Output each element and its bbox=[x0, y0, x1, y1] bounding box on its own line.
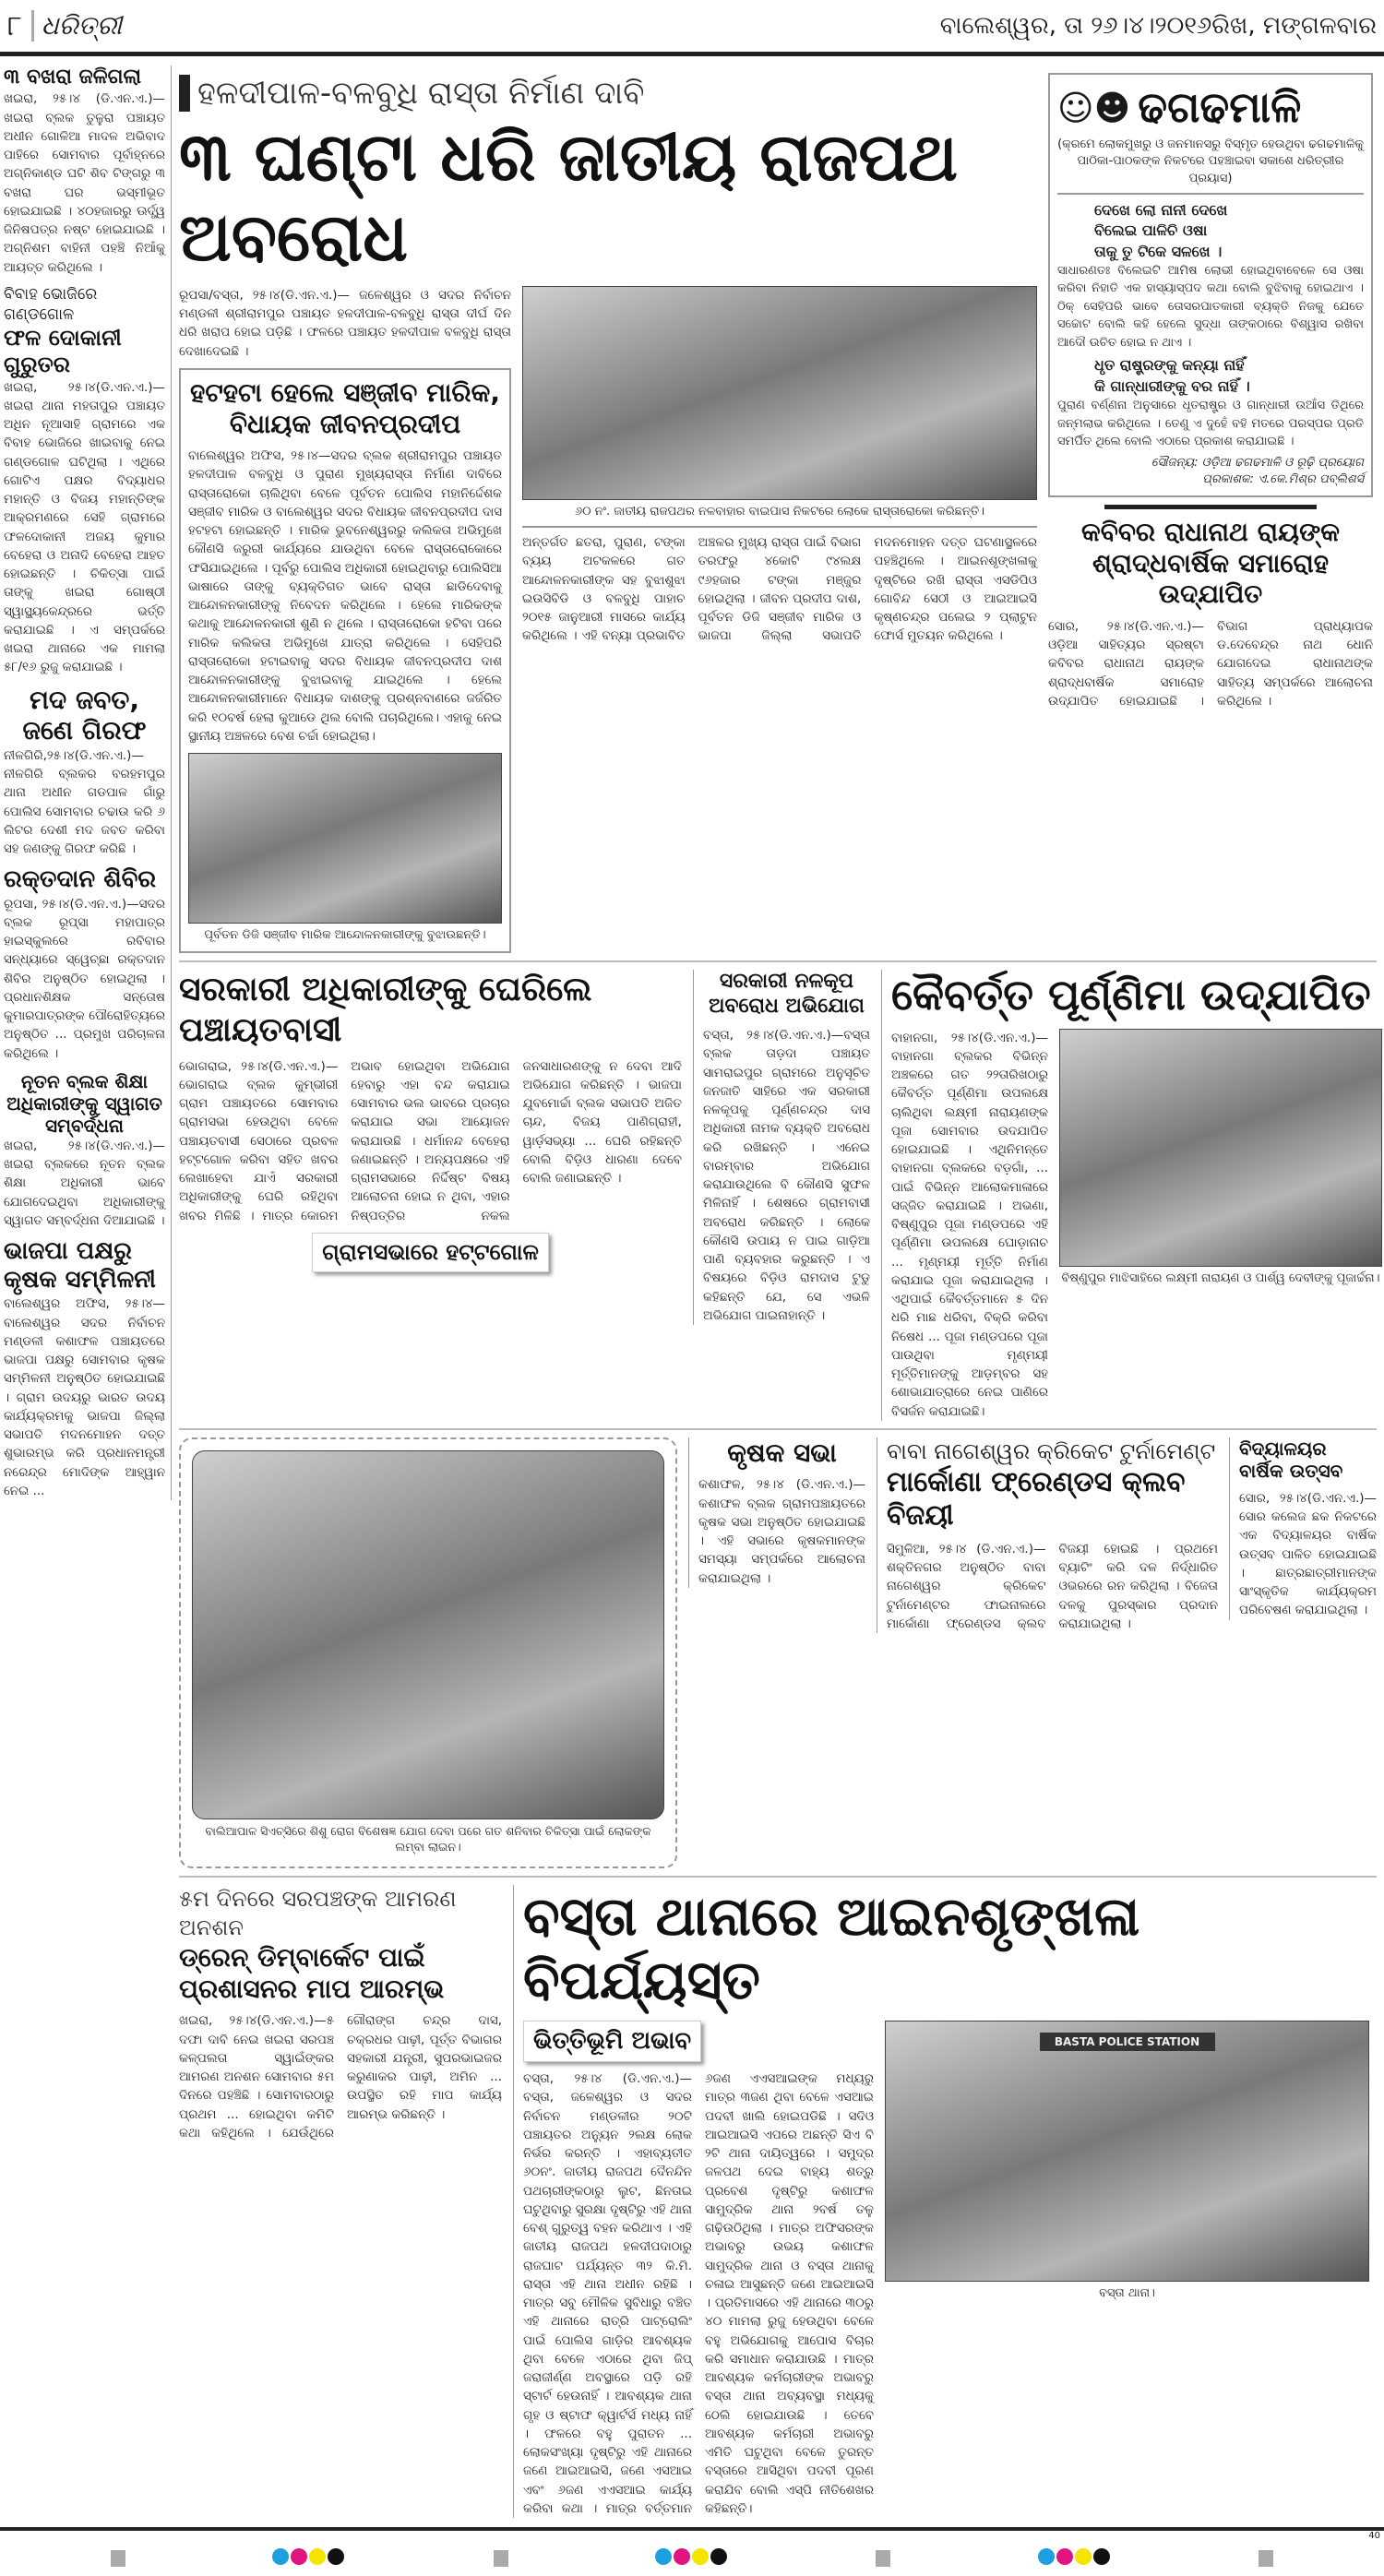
hospital-queue-photo bbox=[192, 1450, 664, 1819]
lead-kicker bbox=[179, 73, 1037, 113]
kicker: ବିବାହ ଭୋଜିରେ ଗଣ୍ଡଗୋଳ bbox=[4, 284, 98, 324]
article-body: ରୂପସା, ୨୫।୪(ଡି.ଏନ.ଏ.)—ସଦର ବ୍ଲକ ରୂପ୍ସା ମହାପାତ୍ର ହାଇସ୍କୁଲରେ ରବିବାର ସନ୍ଧ୍ୟାରେ ସ୍ୱେଚ୍ଛା ରକ୍ତଦାନ ଶିବିର ଅନୁଷ୍ଠିତ ହୋଇଥିଲା । ପ୍ରଧାନଶିକ୍ଷକ ସନ୍ତୋଷ କୁମାରପାତ୍ରଙ୍କ ପୌରୋହିତ୍ୟରେ ଅନୁଷ୍ଠିତ ... ପ୍ରମୁଖ ପରିଚାଳନା କରିଥିଲେ । bbox=[4, 896, 165, 1061]
divider bbox=[1057, 193, 1364, 195]
verse-line: ତାକୁ ତୁ ଟିକେ ସଳଖେ । bbox=[1094, 242, 1223, 260]
gray-patch bbox=[876, 2550, 890, 2567]
divider bbox=[522, 526, 1037, 528]
article-body: ଖଇରା, ୨୫।୪ (ଡି.ଏନ.ଏ.)—ଖଇରା ବ୍ଲକ ତୁଳୁରା ପଞ୍ଚାୟତ ଅଧୀନ ଗୋଳିଆ ମାଦଳ ଅଭିବାଦ ପାହିରେ ସୋମବାର ପୂର୍ବାହ୍ନରେ ଅଗ୍ନିକାଣ୍ଡ ଘଟି ଶିବ ଟିଙ୍ଗରୁ ୩ ବଖରା ଘର ଭସ୍ମୀଭୂତ ହୋଇଯାଇଛି । ୪୦ହଜାରରୁ ଊର୍ଦ୍ଧ୍ୱ ଜିନିଷପତ୍ର ନଷ୍ଟ ହୋଇଯାଇଛି । ଅଗ୍ନିଶମ ବାହିନୀ ପହଞ୍ଚି ନିଆଁକୁ ଆୟତ୍ତ କରିଥିଲେ । bbox=[4, 91, 165, 275]
krushaka-sabha-story bbox=[688, 1437, 865, 1588]
verse-line: ଧୃତ ରାଷ୍ଟ୍ରଙ୍କୁ କନ୍ୟା ନାହିଁ bbox=[1094, 356, 1245, 375]
dateline: ବାଲେଶ୍ୱର, ତା ୨୬।୪।୨୦୧୬ରିଖ, ମଙ୍ଗଳବାର bbox=[939, 11, 1377, 40]
headline: କୃଷକ ସଭା bbox=[727, 1437, 837, 1468]
photo-caption: ବାଲିଆପାଳ ସିଏଚ୍‌ସିରେ ଶିଶୁ ରୋଗ ବିଶେଷଜ୍ଞ ଯୋଗ ଦେବା ପରେ ଗତ ଶନିବାର ଚିକିତ୍ସା ପାଇଁ ଲୋକଙ୍କ ଲମ୍ବା ଲାଇନ। bbox=[205, 1823, 651, 1854]
vidyalaya-story bbox=[1229, 1437, 1377, 1620]
sanjiv-photo bbox=[188, 753, 502, 924]
top-section bbox=[179, 66, 1377, 962]
article-body: ସୋର, ୨୫।୪(ଡି.ଏନ.ଏ.)—ସୋର କଲେଜ ଛକ ନିକଟରେ ଏକ ବିଦ୍ୟାଳୟର ବାର୍ଷିକ ଉତ୍ସବ ପାଳିତ ହୋଇଯାଇଛି । ଛାତ୍ରଛାତ୍ରୀମାନଙ୍କ ସାଂସ୍କୃତିକ କାର୍ଯ୍ୟକ୍ରମ ପରିବେଷଣ କରାଯାଇଥିଲା । bbox=[1239, 1490, 1377, 1618]
cmyk-dots bbox=[655, 2548, 729, 2569]
road-blockade-photo bbox=[522, 286, 1037, 500]
headline: କବିବର ରାଧାନାଥ ରାୟଙ୍କ ଶ୍ରାଦ୍ଧବାର୍ଷିକ ସମାରୋହ ଉଦ୍‌ଯାପିତ bbox=[1081, 517, 1340, 610]
dhagadhamali-box bbox=[1048, 73, 1373, 497]
publisher: ପ୍ରକାଶକ: ଏ.କେ.ମିଶ୍ର ପବ୍ଲିଶର୍ସ bbox=[1202, 471, 1364, 486]
cartoon-faces-icon: ☺☻ bbox=[1057, 87, 1131, 128]
article-body: ଭୋଗରାଇ, ୨୫।୪(ଡି.ଏନ.ଏ.)— ଭୋଗରାଇ ବ୍ଲକ କୁମ୍ଭୀରୀ ଗ୍ରାମ ପଞ୍ଚାୟତରେ ସୋମବାର ଗ୍ରାମସଭା ହେଉଥିବା ବେଳେ ପଞ୍ଚାୟତବାସୀ ସେଠାରେ ପ୍ରବଳ ହଟ୍ଟଗୋଳ କରିବା ସହିତ ଖବର ଲେଖାହେବା ଯାଏଁ ସରକାରୀ ଅଧିକାରୀଙ୍କୁ ଘେରି ରହିଥିବା ଖବର ମିଳିଛି । ମାତ୍ର କୋରମ ଅଭାବ ହୋଇଥିବା ଅଭିଯୋଗ ହେବାରୁ ଏହା ବନ୍ଦ କରାଯାଇ ସୋମବାର ଭଲ ଭାବରେ ପ୍ରଚାର କରାଯାଇ ସଭା ଆୟୋଜନ କରାଯାଉଛି । ଧର୍ମାନନ୍ଦ ବେହେରା ଜଣାଇଛନ୍ତି । ଅନ୍ୟପକ୍ଷରେ ଏହି ଗ୍ରାମସଭାରେ ନିର୍ଦ୍ଦିଷ୍ଟ ବିଷୟ ଆଲୋଚନା ହୋଇ ନ ଥିବା, ଏହାର ନିଷ୍ପତ୍ତିର ନକଲ ଜନସାଧାରଣଙ୍କୁ ନ ଦେବା ଆଦି ଅଭିଯୋଗ କରିଛନ୍ତି । ଭାଜପା ଯୁବମୋର୍ଚ୍ଚା ବ୍ଲକ ସଭାପତି ଅଜିତ ଚାନ୍ଦ, ବିଜୟ ପାଣିଗ୍ରାହୀ, ୱାର୍ଡ଼ସଭ୍ୟା ... ଘେରି ରହିଛନ୍ତି ବୋଲି ବିଡ଼ିଓ ଧାରଣା ଦେବେ ବୋଲି ଜଣାଇଛନ୍ତି । bbox=[179, 1058, 682, 1223]
lead-body: ଅନ୍ତର୍ଗତ ଛତରା, ପୁରାଣ, ଟଙ୍କା ବ୍ୟୟ ଅଟକଳରେ ଗତ ଆନ୍ଦୋଳନକାରୀଙ୍କ ସହ ବୁଝାଶୁଝା ଇଉସିବିଡି ଓ ବଳବୁଧି ପାହାଚ ୨୦୧୫ ଜାନୁଆରୀ ମାସରେ କାର୍ଯ୍ୟ କରିଥିଲେ । ଏହି ବନ୍ୟା ପ୍ରଭାବିତ ଅଞ୍ଚଳର ମୁଖ୍ୟ ରାସ୍ତା ପାଇଁ ବିଭାଗ ତରଫରୁ ୪କୋଟି ୯୪ଲକ୍ଷ ୯୬ହଜାର ଟଙ୍କା ମଞ୍ଜୁର ହୋଇଥିଲା । ଜୀବନ ପ୍ରଦୀପ ଦାଶ, ପୂର୍ବତନ ଡିଜି ସଞ୍ଜୀବ ମାରିକ ଓ ଭାଜପା ଜିଲ୍ଲା ସଭାପତି ମଦନମୋହନ ଦତ୍ତ ଘଟଣାସ୍ଥଳରେ ପହଞ୍ଚିଥିଲେ । ଆଇନଶୃଙ୍ଖଳାକୁ ଦୃଷ୍ଟିରେ ରଖି ରାସ୍ତା ଏସଡିପିଓ ଗୋବିନ୍ଦ ସେଠୀ ଓ ଆଇଆଇସି କୃଷ୍ଣଚନ୍ଦ୍ର ପଲେଇ ୨ ପ୍ଲାଟୁନ ଫୋର୍ସ ମୁତୟନ କରିଥିଲେ । bbox=[522, 535, 1037, 644]
divider bbox=[1104, 505, 1317, 509]
inset-heading: ଗ୍ରାମସଭାରେ ହଟ୍ଟଗୋଳ bbox=[312, 1233, 549, 1272]
photo-caption: ବସ୍ତା ଥାନା। bbox=[1099, 2285, 1155, 2300]
basta-story bbox=[513, 1885, 1371, 2518]
kicker: ବାବା ନାଗେଶ୍ୱର କ୍ରିକେଟ ଟୁର୍ନାମେଣ୍ଟ bbox=[887, 1437, 1216, 1464]
headline: ଭାଜପା ପକ୍ଷରୁ କୃଷକ ସମ୍ମିଳନୀ bbox=[4, 1237, 156, 1294]
panchayat-story bbox=[179, 970, 682, 1279]
lead-right bbox=[522, 286, 1037, 646]
article-body: ସିମୁଳିଆ, ୨୫।୪ (ଡି.ଏନ.ଏ.)—ଶକ୍ତିନଗର ଅନୁଷ୍ଠିତ ବାବା ନାଗେଶ୍ୱର କ୍ରିକେଟ ଟୁର୍ନାମେଣ୍ଟର ଫାଇନାଲରେ ମାର୍କୋଣା ଫ୍ରେଣ୍ଡସ କ୍ଲବ ବିଜୟୀ ହୋଇଛି । ପ୍ରଥମେ ବ୍ୟାଟିଂ କରି ଦଳ ନିର୍ଦ୍ଧାରିତ ଓଭରରେ ରନ କରିଥିଲା । ବିଜେତା ଦଳକୁ ପୁରସ୍କାର ପ୍ରଦାନ କରାଯାଇଥିଲା । bbox=[887, 1541, 1218, 1631]
gray-patch bbox=[1259, 2550, 1273, 2567]
third-section bbox=[179, 1430, 1377, 1878]
registration-marks bbox=[0, 2541, 1384, 2576]
cmyk-dots bbox=[272, 2548, 346, 2569]
headline: ନୂତନ ବ୍ଲକ ଶିକ୍ଷା ଅଧିକାରୀଙ୍କୁ ସ୍ୱାଗତ ସମ୍ବର୍ଦ୍ଧନା bbox=[6, 1069, 162, 1137]
gray-patch bbox=[494, 2550, 508, 2567]
headline: ସରକାରୀ ଅଧିକାରୀଙ୍କୁ ଘେରିଲେ ପଞ୍ଚାୟତବାସୀ bbox=[179, 971, 592, 1049]
headline: ରକ୍ତଦାନ ଶିବିର bbox=[4, 865, 157, 894]
headline: ସରକାରୀ ନଳକୂପ ଅବରୋଧ ଅଭିଯୋଗ bbox=[709, 970, 865, 1018]
left-column bbox=[4, 66, 172, 1500]
explanation: ପୁରାଣ ବର୍ଣ୍ଣନା ଅନୁସାରେ ଧୃତରାଷ୍ଟ୍ର ଓ ଗାନ୍ଧାରୀ ଉଆଁସ ତିଥିରେ ଜନ୍ମଲାଭ କରିଥିଲେ । ତେଣୁ ଏ ଦୁହେଁ ବହି ମତରେ ପରସ୍ପର ପ୍ରତି ସମର୍ପିତ ଥିଲେ ବୋଲି ଏଠାରେ ପ୍ରକାଶ କରାଯାଇଛି । bbox=[1057, 399, 1364, 449]
headline: କୈବର୍ତ୍ତ ପୂର୍ଣ୍ଣିମା ଉଦ୍‌ଯାପିତ bbox=[891, 970, 1371, 1020]
article-body: ବାହାନଗା, ୨୫।୪(ଡି.ଏନ.ଏ.)— ବାହାନଗା ବ୍ଲକର ବିଭିନ୍ନ ଅଞ୍ଚଳରେ ଗତ ୨୨ତାରିଖଠାରୁ କୈବର୍ତ୍ତ ପୂର୍ଣ୍ଣିମା ଉପଲକ୍ଷେ ଚାଲିଥିବା ଲକ୍ଷ୍ମୀ ନାରାୟଣଙ୍କ ପୂଜା ସୋମବାର ଉଦଯାପିତ ହୋଇଯାଇଛି । ଏଥିନିମନ୍ତେ ବାହାନଗା ବ୍ଲକରେ ବଡ଼ଗାଁ, ... ପାଇଁ ବିଭିନ୍ନ ଆଲୋକମାଳାରେ ସଜ୍ଜିତ କରାଯାଇଛି । ଅଭଣା, ବିଷ୍ଣୁପୁର ପୂଜା ମଣ୍ଡପରେ ଏହି ପୂର୍ଣ୍ଣିମା ଉପଲକ୍ଷେ ଘୋଡ଼ାନାଚ ... ମୃଣ୍ମୟୀ ମୂର୍ତ୍ତି ନିର୍ମାଣ କରାଯାଇ ପୂଜା କରାଯାଇଥିଲା । ଏଥିପାଇଁ କୈବର୍ତ୍ତମାନେ ୫ ଦିନ ଧରି ମାଛ ଧରିବା, ବିକ୍ରି କରିବା ନିଷେଧ ... ପୂଜା ମଣ୍ଡପରେ ପୂଜା ପାଉଥିବା ମୃଣ୍ମୟୀ ମୂର୍ତ୍ତିମାନଙ୍କୁ ଆଡ଼ମ୍ବର ସହ ଶୋଭାଯାତ୍ରାରେ ନେଇ ପାଣିରେ ବିସର୍ଜନ କରାଯାଇଛି। bbox=[891, 1030, 1048, 1419]
station-sign: BASTA POLICE STATION bbox=[1040, 2033, 1215, 2051]
verse-line: ବିଲେଇ ପାଳିଚି ଓଷା bbox=[1094, 221, 1208, 240]
masthead-logo: ଧରିତ୍ରୀ bbox=[31, 10, 122, 42]
inset-heading: ଭିତ୍ତିଭୂମି ଅଭାବ bbox=[523, 2021, 701, 2062]
second-section bbox=[179, 962, 1380, 1429]
article-body: ଖଇରା, ୨୫।୪(ଡି.ଏନ.ଏ.)—ଖଇରା ବ୍ଲକରେ ନୂତନ ବ୍ଲକ ଶିକ୍ଷା ଅଧିକାରୀ ଭାବେ ଯୋଗଦେଇଥିବା ଅଧିକାରୀଙ୍କୁ ସ୍ୱାଗତ ସମ୍ବର୍ଦ୍ଧନା ଦିଆଯାଇଛି । bbox=[4, 1138, 165, 1228]
column-subtitle: (କ୍ରମେ ଲୋକମୁଖରୁ ଓ ଜନମାନସରୁ ବିସ୍ମୃତ ହେଉଥିବା ଢଗଢମାଳିକୁ ପାଠିକା-ପାଠକଙ୍କ ନିକଟରେ ପହଞ୍ଚାଇବା ସକାଶେ ଧରିତ୍ରୀର ପ୍ରୟାସ) bbox=[1057, 137, 1364, 185]
article-body: ବାଲେଶ୍ୱର ଅଫିସ, ୨୫।୪—ବାଲେଶ୍ୱର ସଦର ନିର୍ବାଚନ ମଣ୍ଡଳୀ କଶାଫଳ ପଞ୍ଚାୟତରେ ଭାଜପା ପକ୍ଷରୁ ସୋମବାର କୃଷକ ସମ୍ମିଳନୀ ଅନୁଷ୍ଠିତ ହୋଇଯାଇଛି । ଗ୍ରାମ ଉଦୟରୁ ଭାରତ ଉଦୟ କାର୍ଯ୍ୟକ୍ରମକୁ ଭାଜପା ଜିଲ୍ଲା ସଭାପତି ମଦନମୋହନ ଦତ୍ତ ଶୁଭାରମ୍ଭ କରି ପ୍ରଧାନମନ୍ତ୍ରୀ ନରେନ୍ଦ୍ର ମୋଦିଙ୍କ ଆହ୍ୱାନ ନେଇ ... bbox=[4, 1296, 165, 1498]
verse-line: କି ଗାନ୍ଧାରୀଙ୍କୁ ବର ନାହିଁ । bbox=[1094, 376, 1250, 395]
photo-caption: ୬୦ ନଂ. ଜାତୀୟ ରାଜପଥର ନଳବାହାର ବାଇପାସ ନିକଟରେ ଲୋକେ ରାସ୍ତାରୋକୋ କରିଛନ୍ତି। bbox=[575, 504, 984, 519]
page-body bbox=[0, 56, 1384, 2518]
kaibarta-columns bbox=[891, 1029, 1384, 1421]
article-body: ଖଇରା, ୨୫।୪(ଡି.ଏନ.ଏ.)—୫ ଦଫା ଦାବି ନେଇ ଖଇରା ସରପଞ୍ଚ କଳ୍ପଲତା ସ୍ୱାଇଁଙ୍କର ଆମରଣ ଅନଶନ ସୋମବାର ୫ମ ଦିନରେ ପହଞ୍ଚିଛି । ସୋମବାରଠାରୁ ପ୍ରଥମ ... ହୋଇଥିବା କମିଟି କଥା କହିଥିଲେ । ଯେଉଁଥିରେ ଗୌରାଙ୍ଗ ଚନ୍ଦ୍ର ଦାସ, ଚକ୍ରଧର ପାଢ଼ୀ, ପୂର୍ତ୍ତ ବିଭାଗର ସହକାରୀ ଯନ୍ତ୍ରୀ, ସୁପରଭାଇଜର କରୁଣାକର ପାଢ଼ୀ, ଅମିନ ... ଉପସ୍ଥିତ ରହି ମାପ କାର୍ଯ୍ୟ ଆରମ୍ଭ କରିଛନ୍ତି । bbox=[179, 2013, 502, 2141]
bottom-section bbox=[179, 1878, 1377, 2518]
article-body: ସୋର, ୨୫।୪(ଡି.ଏନ.ଏ.)—ଓଡ଼ିଆ ସାହିତ୍ୟର ସ୍ରଷ୍ଟା କବିବର ରାଧାନାଥ ରାୟଙ୍କ ଶ୍ରାଦ୍ଧବାର୍ଷିକ ସମାରୋହ ଉଦ୍‌ଯାପିତ ହୋଇଯାଇଛି । ବିଭାଗ ପ୍ରାଧ୍ୟାପକ ଡ.ଦେବେନ୍ଦ୍ର ନାଥ ଧୋନି ଯୋଗଦେଇ ରାଧାନାଥଙ୍କ ସାହିତ୍ୟ ସମ୍ପର୍କରେ ଆଲୋଚନା କରିଥିଲେ । bbox=[1048, 618, 1373, 709]
basta-text bbox=[523, 2021, 874, 2518]
drain-story bbox=[179, 1885, 502, 2142]
page-number: ୮ bbox=[7, 9, 22, 42]
article-body: ନୀଳଗିରି,୨୫।୪(ଡି.ଏନ.ଏ.)— ନୀଳଗିରି ବ୍ଲକର ବରହମପୁର ଥାନା ଅଧୀନ ଗଡପାଳ ଗାଁରୁ ପୋଲିସ ସୋମବାର ଚଢାଉ କରି ୬ ଲିଟର ଦେଶୀ ମଦ ଜବତ କରିବା ସହ ଜଣଙ୍କୁ ଗିରଫ କରିଛି । bbox=[4, 747, 165, 857]
kaibarta-photo-block bbox=[1059, 1029, 1382, 1287]
photo-caption: ପୂର୍ବତନ ଡିଜି ସଞ୍ଜୀବ ମାରିକ ଆନ୍ଦୋଳନକାରୀଙ୍କୁ ବୁଝାଉଛନ୍ତି। bbox=[204, 928, 486, 943]
courtesy: ସୌଜନ୍ୟ: ଓଡ଼ିଆ ଢଗଢମାଳି ଓ ରୂଢ଼ି ପ୍ରୟୋଗ bbox=[1151, 455, 1364, 470]
headline: ୩ ବଖରା ଜଳିଗଲା bbox=[4, 66, 142, 89]
headline: ମାର୍କୋଣା ଫ୍ରେଣ୍ଡସ କ୍ଲବ ବିଜୟୀ bbox=[887, 1465, 1186, 1532]
police-station-photo bbox=[885, 2021, 1369, 2282]
verse-2 bbox=[1057, 355, 1364, 397]
photo-caption: ବିଷ୍ଣୁପୁର ମାଝିସାହିରେ ଲକ୍ଷ୍ମୀ ନାରାୟଣ ଓ ପାର୍ଶ୍ୱ ଦେବୀଙ୍କୁ ପୂଜାର୍ଚ୍ଚନା। bbox=[1061, 1270, 1380, 1285]
hospital-queue-photo-frame bbox=[179, 1437, 677, 1868]
article-body: ଖଇରା, ୨୫।୪(ଡି.ଏନ.ଏ.)— ଖଇରା ଥାନା ମହତାପୁର ପଞ୍ଚାୟତ ଅଧିନ ନୂଆସାହି ଗ୍ରାମରେ ଏକ ବିବାହ ଭୋଜିରେ ଖାଇବାକୁ ନେଇ ଗଣ୍ଡଗୋଳ ଘଟିଥିଲା । ଏଥିରେ ଗୋଟିଏ ପକ୍ଷର ବିଦ୍ୟାଧର ମହାନ୍ତି ଓ ବିଜୟ ମହାନ୍ତିଙ୍କ ଆକ୍ରମଣରେ ସେହି ଗ୍ରାମରେ ଫଳଦୋକାନୀ ଅଜୟ କୁମାର ବେହେରା ଓ ଅନାଦି ବେହେରା ଆହତ ହୋଇଛନ୍ତି । ଚିକିତ୍ସା ପାଇଁ ତାଙ୍କୁ ଖଇରା ଗୋଷ୍ଠୀ ସ୍ୱାସ୍ଥ୍ୟକେନ୍ଦ୍ରରେ ଭର୍ତ୍ତି କରାଯାଇଛି । ଏ ସମ୍ପର୍କରେ ଖଇରା ଥାନାରେ ଏକ ମାମଲା ୫୮/୧୬ ରୁଜୁ କରାଯାଇଛି । bbox=[4, 379, 165, 675]
headline: ଡ୍ରେନ୍ ଡିମ୍ବାର୍କେଟ ପାଇଁ ପ୍ରଶାସନର ମାପ ଆରମ୍ଭ bbox=[179, 1942, 445, 2004]
headline: ହଟହଟା ହେଲେ ସଞ୍ଜୀବ ମାରିକ, ବିଧାୟକ ଜୀବନପ୍ରଦୀପ bbox=[190, 376, 500, 439]
verse-line: ଦେଖେ ଲୋ ନାନୀ ଦେଖେ bbox=[1094, 200, 1228, 219]
page-code: 40 bbox=[1368, 2531, 1380, 2542]
kaibarta-story bbox=[881, 970, 1384, 1420]
explanation: ସାଧାରଣତଃ ବିଲେଇଟି ଆମିଷ ଲୋଭୀ ହୋଇଥିବାବେଳେ ସେ ଓଷା କରିବା ନିହାତି ଏକ ହାସ୍ୟାସ୍ପଦ କଥା ବୋଲି ବୁଝିବାକୁ ହୋଇଥାଏ । ଠିକ୍ ସେହିପରି ଭାବେ ତୋସରପାତକାରୀ ବ୍ୟକ୍ତି ନିଜକୁ ଯେତେ ସଚ୍ଚୋଟ ବୋଲି କହି ହେଲେ ସୁଦ୍ଧା ତାଙ୍କଠାରେ ବିଶ୍ୱାସ ରଖିବା ଆଦୌ ଉଚିତ ହୋଇ ନ ଥାଏ । bbox=[1057, 263, 1364, 350]
verse-1 bbox=[1057, 200, 1364, 262]
main-area bbox=[172, 66, 1380, 2518]
idol-photo bbox=[1059, 1029, 1382, 1267]
article-body: ବାଲେଶ୍ୱର ଅଫିସ, ୨୫।୪—ସଦର ବ୍ଲକ ଶ୍ରୀରାମପୁର ପଞ୍ଚାୟତ ହଳଦୀପାଳ ବଳବୁଧି ଓ ପୁରାଣ ମୁଖ୍ୟରାସ୍ତା ନିର୍ମାଣ ଦାବିରେ ରାସ୍ତାରୋକୋ ଚାଲିଥିବା ବେଳେ ପୂର୍ବତନ ପୋଲିସ ମହାନିର୍ଦ୍ଦେଶକ ସଞ୍ଜୀବ ମାରିକ ଓ ବାଲେଶ୍ୱର ସଦର ବିଧାୟକ ଜୀବନପ୍ରଦୀପ ଦାସ ହଟହଟା ହୋଇଛନ୍ତି । ମାରିକ ଭୁବନେଶ୍ୱରରୁ କଲିକତା ଅଭିମୁଖେ କୌଣସି ଜରୁରୀ କାର୍ଯ୍ୟରେ ଯାଉଥିବା ବେଳେ ରାସ୍ତାରୋକୋରେ ଫସିଯାଇଥିଲେ । ପୂର୍ବରୁ ପୋଲିସ ଅଧିକାରୀ ହୋଇଥିବାରୁ ପୋଲିସିଆ ଭାଷାରେ ତାଙ୍କୁ ବ୍ୟକ୍ତିଗତ ଭାବେ ରାସ୍ତା ଛାଡିଦେବାକୁ ଆନ୍ଦୋଳନକାରୀଙ୍କୁ ନିବେଦନ କରିଥିଲେ । ହେଲେ ମାରିକଙ୍କ କଥାକୁ ଆନ୍ଦୋଳନକାରୀ ଶୁଣି ନ ଥିଲେ । ରାସ୍ତାରୋକୋ ହଟିବା ପରେ ମାରିକ କଲିକତା ଅଭିମୁଖେ ଯାତ୍ରା କରିଥିଲେ । ସେହିପରି ରାସ୍ତାରୋକୋ ହଟାଇବାକୁ ସଦର ବିଧାୟକ ଜୀବନପ୍ରଦୀପ ଦାଶ ଆନ୍ଦୋଳନକାରୀଙ୍କୁ ବୁଝାଇବାକୁ ଯାଇଥିଲେ । ହେଲେ ଆନ୍ଦୋଳନକାରୀମାନେ ବିଧାୟକ ଦାଶଙ୍କୁ ପ୍ରଶ୍ନବାଣରେ ଜର୍ଜରିତ କରି ୧୦ବର୍ଷ ହେଲା କୁଆଡେ ଥିଲ ବୋଲି ପଚାରିଥିଲେ। ଏହାକୁ ନେଇ ସ୍ଥାନୀୟ ଅଞ୍ଚଳରେ ବେଶ ଚର୍ଚ୍ଚା ହୋଇଥିଲା। bbox=[188, 448, 502, 744]
article-body: ବସ୍ତା, ୨୫।୪(ଡି.ଏନ.ଏ.)—ବସ୍ତା ବ୍ଲକ ତାଡ଼ଦା ପଞ୍ଚାୟତ ସାମରାଇପୁର ଗ୍ରାମରେ ଅନୁସୂଚିତ ଜନଜାତି ସାହିରେ ଏକ ସରକାରୀ ନଳକୂପକୁ ପୂର୍ଣ୍ଣଚନ୍ଦ୍ର ଦାସ ଅଧିକାରୀ ନାମକ ବ୍ୟକ୍ତି ଅବରୋଧ କରି ରଖିଛନ୍ତି । ଏନେଇ ବାରମ୍ବାର ଅଭିଯୋଗ କରାଯାଉଥିଲେ ବି କୌଣସି ସୁଫଳ ମିଳିନାହିଁ । ଶେଷରେ ଗ୍ରାମବାସୀ ଅବରୋଧ କରିଛନ୍ତି । ଲୋକେ କୌଣସି ଉପାୟ ନ ପାଇ ଗାଡ଼ିଆ ପାଣି ବ୍ୟବହାର କରୁଛନ୍ତି । ଏ ବିଷୟରେ ବିଡ଼ିଓ ରାମଦାସ ଟୁଡୁ କହିଛନ୍ତି ଯେ, ସେ ଏଭଳି ଅଭିଯୋଗ ପାଇନାହାନ୍ତି । bbox=[703, 1028, 870, 1323]
kicker: ୫ମ ଦିନରେ ସରପଞ୍ଚଙ୍କ ଆମରଣ ଅନଶନ bbox=[179, 1885, 457, 1940]
page-header bbox=[0, 0, 1384, 52]
kicker-text: ହଳଦୀପାଳ-ବଳବୁଧି ରାସ୍ତା ନିର୍ମାଣ ଦାବି bbox=[197, 75, 645, 112]
kicker-bar bbox=[179, 75, 190, 112]
gray-patch bbox=[111, 2550, 125, 2567]
lead-headline: ୩ ଘଣ୍ଟା ଧରି ଜାତୀୟ ରାଜପଥ ଅବରୋଧ bbox=[179, 118, 959, 276]
headline: ମଦ ଜବତ, ଜଣେ ଗିରଫ bbox=[22, 684, 147, 746]
column-title: ଢଗଢମାଳି bbox=[1138, 82, 1302, 132]
basta-photo-block bbox=[885, 2021, 1369, 2302]
lead-intro: ରୂପସା/ବସ୍ତା, ୨୫।୪(ଡି.ଏନ.ଏ.)— ଜଳେଶ୍ୱର ଓ ସଦର ନିର୍ବାଚନ ମଣ୍ଡଳୀ ଶ୍ରୀରାମପୁର ପଞ୍ଚାୟତ ହଳଦୀପାଳ-ବଳବୁଧି ରାସ୍ତା ଦୀର୍ଘ ଦିନ ଧରି ଖରାପ ହୋଇ ପଡ଼ିଛି । ଫଳରେ ପଞ୍ଚାୟତ ହଳଦୀପାଳ ବଳବୁଧି ରାସ୍ତା ଦେଖାଦେଇଛି । bbox=[179, 287, 511, 359]
headline: ଫଳ ଦୋକାନୀ ଗୁରୁତର bbox=[4, 325, 122, 377]
cricket-story bbox=[877, 1437, 1218, 1633]
right-column bbox=[1048, 73, 1373, 710]
lead-columns bbox=[179, 286, 1037, 953]
sanjiv-marik-story bbox=[179, 368, 511, 953]
nalakupa-story bbox=[693, 970, 870, 1325]
headline: ବିଦ୍ୟାଳୟର ବାର୍ଷିକ ଉତ୍ସବ bbox=[1239, 1437, 1343, 1482]
basta-headline: ବସ୍ତା ଥାନାରେ ଆଇନଶୃଙ୍ଖଳା ବିପର୍ଯ୍ୟସ୍ତ bbox=[523, 1884, 1140, 2012]
article-body: ବସ୍ତା, ୨୫।୪ (ଡି.ଏନ.ଏ.)— ବସ୍ତା, ଜଳେଶ୍ୱର ଓ ସଦର ନିର୍ବାଚନ ମଣ୍ଡଳୀର ୨୦ଟି ପଞ୍ଚାୟତର ଅନ୍ୟୁନ ୨ଲକ୍ଷ ଲୋକ ନିର୍ଭର କରନ୍ତି । ଏହାବ୍ୟତୀତ ୬୦ନଂ. ଜାତୀୟ ରାଜପଥ ଦୈନନ୍ଦିନ ପଥଚାରୀଙ୍କଠାରୁ ଲୁଟ, ଛିନତାଇ ଘଟୁଥିବାରୁ ସୁରକ୍ଷା ଦୃଷ୍ଟିରୁ ଏହି ଥାନା ବେଶ୍ ଗୁରୁତ୍ୱ ବହନ କରିଥାଏ । ଏହି ଜାତୀୟ ରାଜପଥ ହଳଦୀପଦାଠାରୁ ରାଜଘାଟ ପର୍ଯ୍ୟନ୍ତ ୩୨ କି.ମି. ରାସ୍ତା ଏହି ଥାନା ଅଧୀନ ରହିଛି । ମାତ୍ର ସବୁ ମୌଳିକ ସୁବିଧାରୁ ବଞ୍ଚିତ ଏହି ଥାନାରେ ରାତ୍ରି ପାଟ୍ରୋଲିଂ ପାଇଁ ପୋଲିସ ଗାଡ଼ିର ଆବଶ୍ୟକ ଥିବା ବେଳେ ଏଠାରେ ଥିବା ଜିପ୍ ଜରାଜୀର୍ଣ୍ଣ ଅବସ୍ଥାରେ ପଡ଼ି ରହି ସ୍ଟାର୍ଟ ହେଉନାହିଁ । ଆବଶ୍ୟକ ଥାନା ଗୃହ ଓ ଷ୍ଟାଫ କ୍ୱାର୍ଟର୍ସ ମଧ୍ୟ ନାହିଁ । ଫଳରେ ବହୁ ପୁରାତନ ... ଲୋକସଂଖ୍ୟା ଦୃଷ୍ଟିରୁ ଏହି ଥାନାରେ ଜଣେ ଆଇଆଇସି, ଜଣେ ଏସଆଇ ଏବଂ ୬ଜଣ ଏଏସଆଇ କାର୍ଯ୍ୟ କରିବା କଥା । ମାତ୍ର ବର୍ତ୍ତମାନ ୬ଜଣ ଏଏସଆଇଙ୍କ ମଧ୍ୟରୁ ମାତ୍ର ୩ଜଣ ଥିବା ବେଳେ ଏସଆଇ ପଦବୀ ଖାଲି ହୋଇପଡିଛି । ସଦିଓ ଆଇଆଇସି ଏପରେ ଅଛନ୍ତି ସିଏ ବି ୨ଟି ଥାନା ଦାୟିତ୍ୱରେ । ସମୁଦ୍ର ଜଳପଥ ଦେଇ ବାହ୍ୟ ଶତ୍ରୁ ପ୍ରବେଶ ଦୃଷ୍ଟିରୁ କଶାଫଳ ସାମୁଦ୍ରିକ ଥାନା ୨ବର୍ଷ ତଳୁ ଗଢ଼ିଉଠିଥିଲା । ମାତ୍ର ଅଫିସରଙ୍କ ଅଭାବରୁ ଉଭୟ କଶାଫଳ ସାମୁଦ୍ରିକ ଥାନା ଓ ବସ୍ତା ଥାନାକୁ ଚଳାଇ ଆସୁଛନ୍ତି ଜଣେ ଆଇଆଇସି । ପ୍ରତିମାସରେ ଏହି ଥାନାରେ ୩୦ରୁ ୪୦ ମାମଲା ରୁଜୁ ହେଉଥିବା ବେଳେ ବହୁ ଅଭିଯୋଗକୁ ଆପୋସ ବିଚାର କରି ସମାଧାନ କରାଯାଉଛି । ମାତ୍ର ଆବଶ୍ୟକ କର୍ମଚାରୀଙ୍କ ଅଭାବରୁ ବସ୍ତା ଥାନା ଅବ୍ୟବସ୍ଥା ମଧ୍ୟକୁ ଠେଲି ହୋଇଯାଉଛି । ତେବେ ଆବଶ୍ୟକ କର୍ମଚାରୀ ଅଭାବରୁ ଏମିତି ଘଟୁଥିବା ବେଳେ ତୁରନ୍ତ ବସ୍ତାରେ ଆସିଥିବା ପଦବୀ ପୂରଣ କରାଯିବ ବୋଲି ଏସ୍‌ପି ନୀତିଶେଖର କହିଛନ୍ତି। bbox=[523, 2071, 874, 2516]
lead-story bbox=[179, 73, 1037, 953]
cmyk-dots bbox=[1038, 2548, 1112, 2569]
basta-columns bbox=[523, 2021, 1371, 2518]
article-body: କଶାଫଳ, ୨୫।୪ (ଡି.ଏନ.ଏ.)— କଶାଫଳ ବ୍ଲକ ଗ୍ରାମପଞ୍ଚାୟତରେ କୃଷକ ସଭା ଅନୁଷ୍ଠିତ ହୋଇଯାଇଛି । ଏହି ସଭାରେ କୃଷକମାନଙ୍କ ସମସ୍ୟା ସମ୍ପର୍କରେ ଆଲୋଚନା କରାଯାଇଥିଲା । bbox=[698, 1477, 865, 1586]
lead-left bbox=[179, 286, 511, 953]
